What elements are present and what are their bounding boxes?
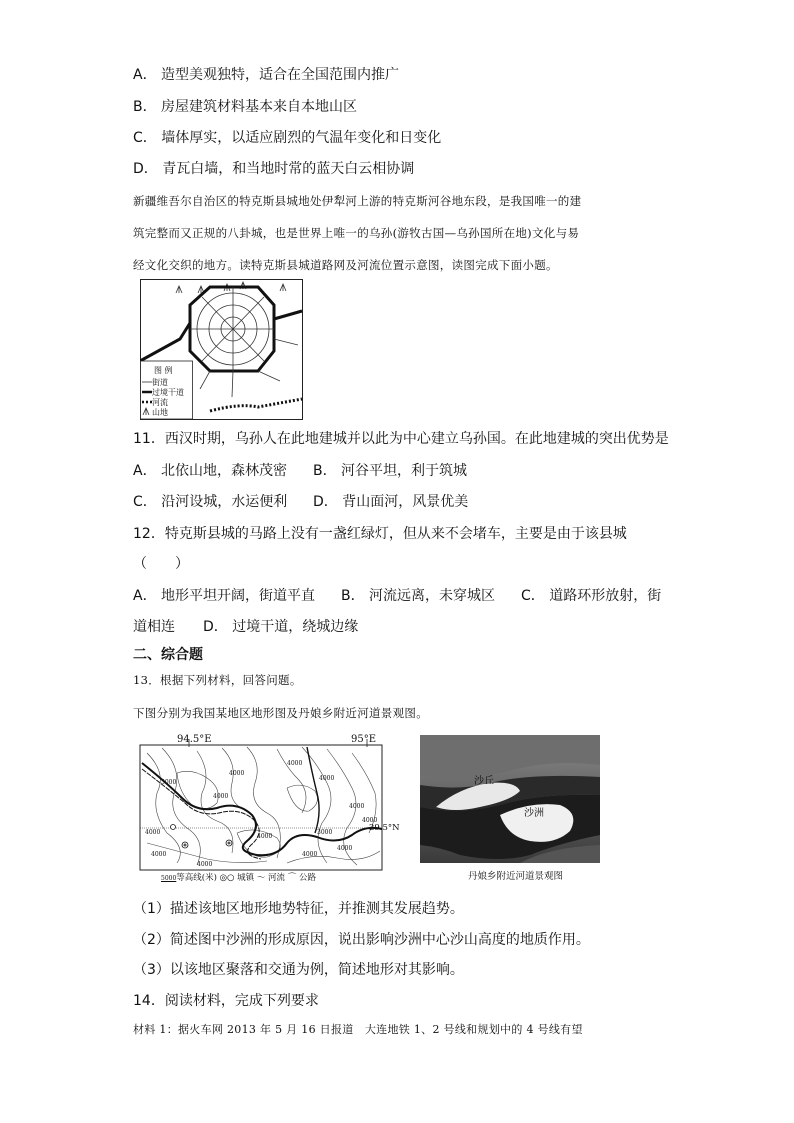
q11-option-b: B． 河谷平坦，利于筑城 bbox=[313, 463, 468, 479]
intro-line-2: 筑完整而又正规的八卦城，也是世界上唯一的乌孙(游牧古国—乌孙国所在地)文化与易 bbox=[133, 226, 580, 240]
contour-label: 4000 bbox=[213, 793, 229, 800]
option-a: A． 造型美观独特，适合在全国范围内推广 bbox=[133, 67, 400, 83]
q11-options-row2 bbox=[133, 492, 468, 512]
contour-label: 4000 bbox=[362, 817, 378, 824]
legend-transit-label: 过境干道 bbox=[152, 388, 184, 397]
lat-label: 29.5°N bbox=[369, 823, 400, 833]
topographic-map bbox=[137, 733, 400, 885]
contour-label: 4000 bbox=[319, 775, 335, 782]
q12-option-b: B． 河流远离，未穿城区 bbox=[341, 588, 496, 604]
q13-stem: 13．根据下列材料，回答问题。 bbox=[133, 673, 302, 687]
legend-street-label: 街道 bbox=[152, 378, 168, 387]
map-legend-title: 图 例 bbox=[154, 366, 173, 375]
q12-stem: 12．特克斯县城的马路上没有一盏红绿灯，但从来不会堵车，主要是由于该县城 bbox=[133, 526, 627, 542]
contour-label: 4000 bbox=[287, 760, 303, 767]
q12-options-row1 bbox=[133, 586, 661, 606]
intro-line-1: 新疆维吾尔自治区的特克斯县城地处伊犁河上游的特克斯河谷地东段，是我国唯一的建 bbox=[133, 194, 582, 208]
contour-label: 4000 bbox=[197, 861, 213, 868]
legend-river-label: 河流 bbox=[152, 398, 168, 407]
q12-options-row2 bbox=[133, 617, 358, 637]
topo-legend bbox=[161, 871, 316, 883]
contour-label: 4000 bbox=[302, 851, 318, 858]
contour-label: 4000 bbox=[229, 770, 245, 777]
option-b: B． 房屋建筑材料基本来自本地山区 bbox=[133, 99, 358, 115]
legend-text: 等高线(米) ◎○ 城镇 〜 河流 ⌒ 公路 bbox=[176, 873, 316, 883]
sandbar-label: 沙洲 bbox=[524, 808, 544, 819]
q13-sub-3: （3）以该地区聚落和交通为例，简述地形对其影响。 bbox=[133, 962, 464, 978]
q13-sub-1: （1）描述该地区地形地势特征，并推测其发展趋势。 bbox=[133, 901, 464, 917]
q12-paren: （ ） bbox=[133, 556, 189, 572]
tekes-road-map bbox=[140, 279, 303, 420]
option-d: D． 青瓦白墙，和当地时常的蓝天白云相协调 bbox=[133, 161, 415, 177]
section-heading: 二、综合题 bbox=[133, 647, 203, 663]
q11-option-d: D． 背山面河，风景优美 bbox=[313, 494, 469, 510]
lon-label-west: 94.5°E bbox=[177, 734, 212, 745]
q12-option-d: D． 过境干道，绕城边缘 bbox=[203, 619, 359, 635]
legend-mountain bbox=[142, 407, 168, 418]
photo-caption: 丹娘乡附近河道景观图 bbox=[468, 871, 564, 882]
q12-option-c: C． 道路环形放射，街 bbox=[521, 588, 662, 604]
legend-mountain-label: 山地 bbox=[152, 408, 168, 417]
q12-option-a: A． 地形平坦开阔，街道平直 bbox=[133, 588, 316, 604]
contour-label: 4000 bbox=[151, 851, 167, 858]
q11-option-a: A． 北依山地，森林茂密 bbox=[133, 463, 288, 479]
contour-label: 3000 bbox=[161, 779, 177, 786]
intro-line-3: 经文化交织的地方。读特克斯县城道路网及河流位置示意图，读图完成下面小题。 bbox=[133, 258, 558, 272]
dune-label: 沙丘 bbox=[474, 776, 494, 787]
contour-label: 3000 bbox=[317, 829, 333, 836]
q12-option-c-cont: 道相连 bbox=[133, 619, 175, 635]
contour-label: 4000 bbox=[349, 803, 365, 810]
q14-material: 材料 1：据火车网 2013 年 5 月 16 日报道 大连地铁 1、2 号线和规划中的 4 号线有望 bbox=[133, 1023, 583, 1036]
q11-options-row1 bbox=[133, 461, 467, 481]
contour-label: 4000 bbox=[337, 845, 353, 852]
q14-stem: 14．阅读材料，完成下列要求 bbox=[133, 993, 319, 1009]
q13-material: 下图分别为我国某地区地形图及丹娘乡附近河道景观图。 bbox=[133, 706, 428, 720]
q11-stem: 11．西汉时期，乌孙人在此地建城并以此为中心建立乌孙国。在此地建城的突出优势是 bbox=[133, 431, 669, 447]
option-c: C． 墙体厚实，以适应剧烈的气温年变化和日变化 bbox=[133, 130, 442, 146]
q13-sub-2: （2）简述图中沙洲的形成原因，说出影响沙洲中心沙山高度的地质作用。 bbox=[133, 932, 590, 948]
contour-label: 4000 bbox=[257, 833, 273, 840]
legend-contour-number: 5000 bbox=[161, 875, 177, 882]
q11-option-c: C． 沿河设城，水运便利 bbox=[133, 494, 288, 510]
lon-label-east: 95°E bbox=[351, 734, 377, 745]
contour-label: 4000 bbox=[145, 829, 161, 836]
river-landscape-photo bbox=[420, 735, 600, 863]
